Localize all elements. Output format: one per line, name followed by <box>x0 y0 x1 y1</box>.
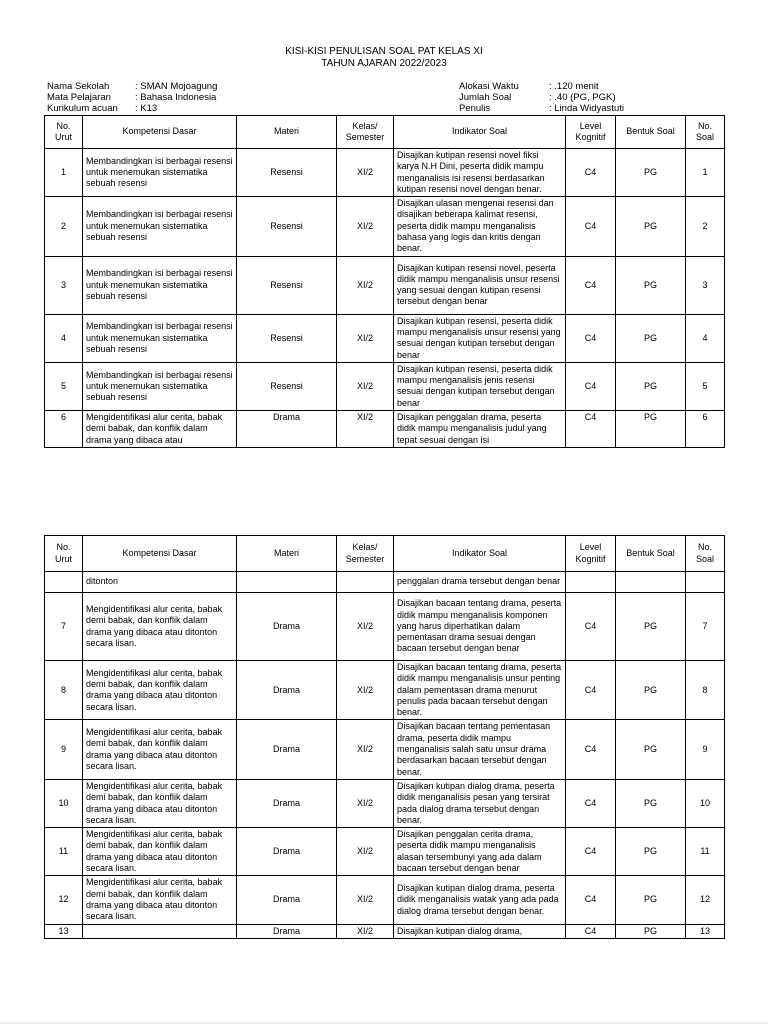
meta-left <box>47 81 217 114</box>
meta-label: Mata Pelajaran <box>47 92 111 103</box>
meta-label: Kurikulum acuan <box>47 103 118 114</box>
cell-indikator-soal: Disajikan kutipan resensi, peserta didik mampu menganalisis unsur resensi yang sesuai dengan kutipan tersebut dengan benar <box>394 314 566 362</box>
cell-no-urut: 2 <box>45 197 83 256</box>
cell-bentuk-soal <box>616 572 686 593</box>
meta-value: : SMAN Mojoagung <box>135 81 218 92</box>
cell-indikator-soal: Disajikan penggalan cerita drama, peserta didik mampu menganalisis alasan tersembunyi yang ada dalam bacaan tersebut dengan benar <box>394 828 566 876</box>
cell-no-soal: 11 <box>686 828 725 876</box>
meta-value: : .120 menit <box>549 81 599 92</box>
meta-value: : .40 (PG, PGK) <box>549 92 616 103</box>
meta-row <box>459 103 624 114</box>
cell-materi <box>237 572 337 593</box>
cell-kelas-semester: XI/2 <box>337 197 394 256</box>
col-header-indikator-soal: Indikator Soal <box>394 536 566 572</box>
col-header-kompetensi-dasar: Kompetensi Dasar <box>83 116 237 149</box>
table-row <box>45 593 725 661</box>
meta-value: : Linda Widyastuti <box>549 103 624 114</box>
cell-materi: Drama <box>237 411 337 448</box>
cell-no-soal: 6 <box>686 411 725 448</box>
cell-no-urut: 3 <box>45 256 83 314</box>
cell-kelas-semester <box>337 572 394 593</box>
cell-indikator-soal: Disajikan bacaan tentang drama, peserta didik mampu menganalisis unsur penting dalam pementasan drama menurut penulis pada bacaan tersebut dengan benar. <box>394 661 566 720</box>
col-header-no-urut: No. Urut <box>45 536 83 572</box>
cell-no-soal: 12 <box>686 876 725 924</box>
cell-kompetensi-dasar: Mengidentifikasi alur cerita, babak demi babak, dan konflik dalam drama yang dibaca atau ditonton secara lisan. <box>83 593 237 661</box>
cell-indikator-soal: Disajikan kutipan dialog drama, <box>394 924 566 938</box>
meta-row <box>47 92 217 103</box>
cell-kelas-semester: XI/2 <box>337 411 394 448</box>
table-row <box>45 924 725 938</box>
meta-row <box>459 92 624 103</box>
cell-no-soal: 9 <box>686 720 725 779</box>
cell-no-urut: 5 <box>45 362 83 410</box>
col-header-bentuk-soal: Bentuk Soal <box>616 116 686 149</box>
document-title-line-2: TAHUN AJARAN 2022/2023 <box>321 58 447 69</box>
cell-no-soal: 13 <box>686 924 725 938</box>
cell-no-soal: 1 <box>686 149 725 197</box>
cell-no-soal: 4 <box>686 314 725 362</box>
cell-kompetensi-dasar: Membandingkan isi berbagai resensi untuk menemukan sistematika sebuah resensi <box>83 197 237 256</box>
cell-level-kognitif: C4 <box>566 876 616 924</box>
cell-bentuk-soal: PG <box>616 828 686 876</box>
col-header-materi: Materi <box>237 536 337 572</box>
cell-level-kognitif: C4 <box>566 256 616 314</box>
cell-bentuk-soal: PG <box>616 779 686 827</box>
cell-kompetensi-dasar: Mengidentifikasi alur cerita, babak demi babak, dan konflik dalam drama yang dibaca atau ditonton secara lisan. <box>83 828 237 876</box>
meta-label: Nama Sekolah <box>47 81 110 92</box>
cell-kompetensi-dasar: Membandingkan isi berbagai resensi untuk menemukan sistematika sebuah resensi <box>83 149 237 197</box>
cell-indikator-soal: Disajikan bacaan tentang pementasan drama, peserta didik mampu menganalisis salah satu unsur drama berdasarkan bacaan tersebut dengan benar. <box>394 720 566 779</box>
cell-materi: Resensi <box>237 256 337 314</box>
cell-kompetensi-dasar: Mengidentifikasi alur cerita, babak demi babak, dan konflik dalam drama yang dibaca atau ditonton secara lisan. <box>83 720 237 779</box>
cell-indikator-soal: Disajikan ulasan mengenai resensi dan disajikan beberapa kalimat resensi, peserta didik mampu menganalisis bahasa yang logis dan kritis dengan benar. <box>394 197 566 256</box>
cell-kelas-semester: XI/2 <box>337 593 394 661</box>
cell-materi: Resensi <box>237 362 337 410</box>
table-header-row <box>45 116 725 149</box>
cell-no-soal: 2 <box>686 197 725 256</box>
cell-kelas-semester: XI/2 <box>337 661 394 720</box>
cell-level-kognitif: C4 <box>566 149 616 197</box>
col-header-no-soal: No. Soal <box>686 116 725 149</box>
cell-level-kognitif: C4 <box>566 720 616 779</box>
cell-kompetensi-dasar: Membandingkan isi berbagai resensi untuk menemukan sistematika sebuah resensi <box>83 314 237 362</box>
col-header-kelas-semester: Kelas/ Semester <box>337 536 394 572</box>
cell-no-urut <box>45 572 83 593</box>
col-header-no-soal: No. Soal <box>686 536 725 572</box>
cell-no-urut: 8 <box>45 661 83 720</box>
cell-no-urut: 1 <box>45 149 83 197</box>
cell-indikator-soal: Disajikan penggalan drama, peserta didik mampu menganalisis judul yang tepat sesuai dengan isi <box>394 411 566 448</box>
cell-materi: Drama <box>237 876 337 924</box>
cell-no-urut: 9 <box>45 720 83 779</box>
cell-no-soal: 7 <box>686 593 725 661</box>
cell-bentuk-soal: PG <box>616 411 686 448</box>
cell-no-soal: 8 <box>686 661 725 720</box>
table-row <box>45 720 725 779</box>
cell-indikator-soal: penggalan drama tersebut dengan benar <box>394 572 566 593</box>
cell-level-kognitif: C4 <box>566 924 616 938</box>
cell-kompetensi-dasar: Mengidentifikasi alur cerita, babak demi babak, dan konflik dalam drama yang dibaca atau ditonton secara lisan. <box>83 876 237 924</box>
cell-kompetensi-dasar: Mengidentifikasi alur cerita, babak demi babak, dan konflik dalam drama yang dibaca atau ditonton secara lisan. <box>83 779 237 827</box>
cell-kelas-semester: XI/2 <box>337 828 394 876</box>
cell-indikator-soal: Disajikan kutipan resensi novel fiksi karya N.H Dini, peserta didik mampu menganalisis isi resensi berdasarkan kutipan resensi novel dengan benar. <box>394 149 566 197</box>
table-row <box>45 779 725 827</box>
cell-bentuk-soal: PG <box>616 197 686 256</box>
cell-materi: Drama <box>237 593 337 661</box>
cell-kelas-semester: XI/2 <box>337 876 394 924</box>
cell-level-kognitif: C4 <box>566 362 616 410</box>
kisi-kisi-table-page-2 <box>44 535 725 939</box>
cell-no-urut: 12 <box>45 876 83 924</box>
meta-row <box>459 81 624 92</box>
cell-kelas-semester: XI/2 <box>337 924 394 938</box>
col-header-level-kognitif: Level Kognitif <box>566 536 616 572</box>
cell-no-urut: 6 <box>45 411 83 448</box>
cell-no-soal: 10 <box>686 779 725 827</box>
cell-materi: Drama <box>237 661 337 720</box>
cell-indikator-soal: Disajikan kutipan dialog drama, peserta didik menganalisis pesan yang tersirat pada dialog drama tersebut dengan benar. <box>394 779 566 827</box>
document-title-line-1: KISI-KISI PENULISAN SOAL PAT KELAS XI <box>285 46 483 57</box>
meta-row <box>47 81 217 92</box>
cell-kompetensi-dasar <box>83 924 237 938</box>
meta-value: : K13 <box>135 103 158 114</box>
cell-level-kognitif: C4 <box>566 779 616 827</box>
cell-materi: Drama <box>237 779 337 827</box>
meta-right <box>459 81 624 114</box>
table-row <box>45 314 725 362</box>
cell-kelas-semester: XI/2 <box>337 720 394 779</box>
cell-no-urut: 7 <box>45 593 83 661</box>
cell-kompetensi-dasar: Membandingkan isi berbagai resensi untuk menemukan sistematika sebuah resensi <box>83 362 237 410</box>
cell-level-kognitif: C4 <box>566 314 616 362</box>
cell-bentuk-soal: PG <box>616 256 686 314</box>
cell-bentuk-soal: PG <box>616 149 686 197</box>
cell-bentuk-soal: PG <box>616 720 686 779</box>
cell-indikator-soal: Disajikan kutipan resensi, peserta didik mampu menganalisis jenis resensi sesuai dengan kutipan tersebut dengan benar <box>394 362 566 410</box>
cell-materi: Resensi <box>237 197 337 256</box>
cell-kelas-semester: XI/2 <box>337 149 394 197</box>
table-header-row <box>45 536 725 572</box>
table-row <box>45 362 725 410</box>
cell-kompetensi-dasar: Mengidentifikasi alur cerita, babak demi babak, dan konflik dalam drama yang dibaca atau ditonton secara lisan. <box>83 661 237 720</box>
col-header-kelas-semester: Kelas/ Semester <box>337 116 394 149</box>
cell-materi: Resensi <box>237 314 337 362</box>
table-row <box>45 197 725 256</box>
cell-bentuk-soal: PG <box>616 314 686 362</box>
cell-kelas-semester: XI/2 <box>337 362 394 410</box>
meta-label: Alokasi Waktu <box>459 81 519 92</box>
col-header-bentuk-soal: Bentuk Soal <box>616 536 686 572</box>
table-row <box>45 572 725 593</box>
cell-materi: Drama <box>237 720 337 779</box>
cell-level-kognitif: C4 <box>566 411 616 448</box>
meta-value: : Bahasa Indonesia <box>135 92 217 103</box>
cell-level-kognitif: C4 <box>566 661 616 720</box>
table-row <box>45 149 725 197</box>
cell-materi: Drama <box>237 828 337 876</box>
cell-kompetensi-dasar: Mengidentifikasi alur cerita, babak demi babak, dan konflik dalam drama yang dibaca atau <box>83 411 237 448</box>
cell-bentuk-soal: PG <box>616 924 686 938</box>
cell-kelas-semester: XI/2 <box>337 779 394 827</box>
col-header-level-kognitif: Level Kognitif <box>566 116 616 149</box>
table-row <box>45 411 725 448</box>
cell-kelas-semester: XI/2 <box>337 256 394 314</box>
cell-materi: Drama <box>237 924 337 938</box>
cell-no-urut: 10 <box>45 779 83 827</box>
col-header-indikator-soal: Indikator Soal <box>394 116 566 149</box>
cell-no-soal: 3 <box>686 256 725 314</box>
cell-indikator-soal: Disajikan kutipan resensi novel, peserta didik mampu menganalisis unsur resensi yang sesuai dengan kutipan resensi tersebut dengan benar <box>394 256 566 314</box>
table-row <box>45 661 725 720</box>
cell-bentuk-soal: PG <box>616 362 686 410</box>
meta-label: Jumlah Soal <box>459 92 512 103</box>
cell-level-kognitif: C4 <box>566 197 616 256</box>
cell-indikator-soal: Disajikan bacaan tentang drama, peserta didik mampu menganalisis komponen yang harus diperhatikan dalam pementasan drama sesuai dengan bacaan tersebut dengan benar <box>394 593 566 661</box>
kisi-kisi-table-page-1 <box>44 115 725 448</box>
cell-level-kognitif: C4 <box>566 828 616 876</box>
table-row <box>45 256 725 314</box>
col-header-materi: Materi <box>237 116 337 149</box>
table-row <box>45 876 725 924</box>
table-row <box>45 828 725 876</box>
cell-bentuk-soal: PG <box>616 876 686 924</box>
cell-no-urut: 11 <box>45 828 83 876</box>
meta-label: Penulis <box>459 103 491 114</box>
cell-level-kognitif <box>566 572 616 593</box>
cell-indikator-soal: Disajikan kutipan dialog drama, peserta didik menganalisis watak yang ada pada dialog drama tersebut dengan benar. <box>394 876 566 924</box>
cell-bentuk-soal: PG <box>616 593 686 661</box>
meta-row <box>47 103 217 114</box>
cell-no-soal: 5 <box>686 362 725 410</box>
col-header-kompetensi-dasar: Kompetensi Dasar <box>83 536 237 572</box>
cell-kelas-semester: XI/2 <box>337 314 394 362</box>
cell-bentuk-soal: PG <box>616 661 686 720</box>
cell-kompetensi-dasar: Membandingkan isi berbagai resensi untuk menemukan sistematika sebuah resensi <box>83 256 237 314</box>
col-header-no-urut: No. Urut <box>45 116 83 149</box>
cell-no-urut: 4 <box>45 314 83 362</box>
cell-kompetensi-dasar: ditonton <box>83 572 237 593</box>
cell-no-urut: 13 <box>45 924 83 938</box>
cell-level-kognitif: C4 <box>566 593 616 661</box>
cell-no-soal <box>686 572 725 593</box>
cell-materi: Resensi <box>237 149 337 197</box>
